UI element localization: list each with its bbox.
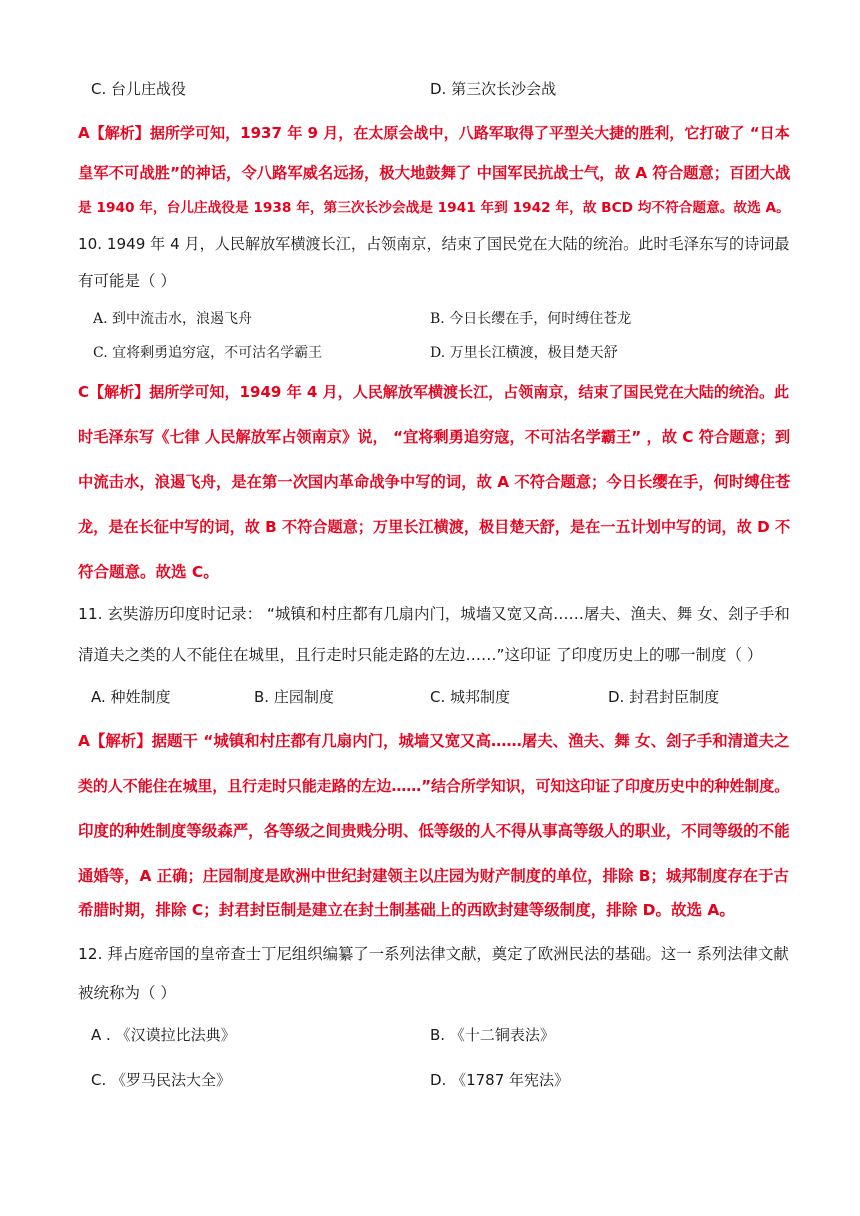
q9-option-c: C. 台儿庄战役 <box>91 80 187 98</box>
q11-stem-line-1: 11. 玄奘游历印度时记录： “城镇和村庄都有几扇内门，城墙又宽又高……屠夫、渔夫、舞 女、刽子手和 <box>78 605 790 623</box>
q11-option-b: B. 庄园制度 <box>254 688 334 706</box>
q11-explanation-line-5: 希腊时期，排除 C；封君封臣制是建立在封土制基础上的西欧封建等级制度，排除 D。故选 A。 <box>78 901 735 919</box>
q9-option-d: D. 第三次长沙会战 <box>430 80 557 98</box>
q11-option-a: A. 种姓制度 <box>91 688 171 706</box>
q10-explanation-line-5: 符合题意。故选 C。 <box>78 563 219 581</box>
q12-stem-line-2: 被统称为（ ） <box>78 984 176 1002</box>
q9-explanation-line-2: 皇军不可战胜”的神话，令八路军威名远扬，极大地鼓舞了 中国军民抗战士气，故 A 符合题意；百团大战 <box>78 164 791 182</box>
q9-explanation-line-3: 是 1940 年，台儿庄战役是 1938 年，第三次长沙会战是 1941 年到 1942 年，故 BCD 均不符合题意。故选 A。 <box>78 200 790 216</box>
q10-explanation-line-1: C【解析】据所学可知，1949 年 4 月，人民解放军横渡长江，占领南京，结束了国民党在大陆的统治。此 <box>78 383 790 401</box>
q10-explanation-line-3: 中流击水，浪遏飞舟，是在第一次国内革命战争中写的词，故 A 不符合题意；今日长缨在手，何时缚住苍 <box>78 473 791 491</box>
q11-explanation-line-4: 通婚等，A 正确；庄园制度是欧洲中世纪封建领主以庄园为财产制度的单位，排除 B；城邦制度存在于古 <box>78 867 789 885</box>
q10-explanation-line-4: 龙，是在长征中写的词，故 B 不符合题意；万里长江横渡，极目楚天舒，是在一五计划中写的词，故 D 不 <box>78 518 791 536</box>
q11-explanation-line-1: A【解析】据题干 “城镇和村庄都有几扇内门，城墙又宽又高……屠夫、渔夫、舞 女、刽子手和清道夫之 <box>78 732 790 750</box>
q10-option-c: C. 宜将剩勇追穷寇，不可沽名学霸王 <box>93 345 323 361</box>
q10-option-b: B. 今日长缨在手，何时缚住苍龙 <box>430 311 632 327</box>
q12-option-a: A . 《汉谟拉比法典》 <box>91 1026 236 1044</box>
q12-option-c: C. 《罗马民法大全》 <box>91 1071 232 1089</box>
q11-option-c: C. 城邦制度 <box>430 688 511 706</box>
q12-option-b: B. 《十二铜表法》 <box>430 1026 555 1044</box>
q11-option-d: D. 封君封臣制度 <box>608 688 720 706</box>
q10-stem-line-2: 有可能是（ ） <box>78 272 176 290</box>
q10-explanation-line-2: 时毛泽东写《七律 人民解放军占领南京》说， “宜将剩勇追穷寇，不可沽名学霸王” ，故 C 符合题意；到 <box>78 428 791 446</box>
q11-stem-line-2: 清道夫之类的人不能住在城里，且行走时只能走路的左边……”这印证 了印度历史上的哪一制度（ ） <box>78 646 763 664</box>
q10-stem-line-1: 10. 1949 年 4 月，人民解放军横渡长江，占领南京，结束了国民党在大陆的统治。此时毛泽东写的诗词最 <box>78 235 790 253</box>
q11-explanation-line-2: 类的人不能住在城里，且行走时只能走路的左边……”结合所学知识，可知这印证了印度历史中的种姓制度。 <box>78 777 790 795</box>
q12-stem-line-1: 12. 拜占庭帝国的皇帝查士丁尼组织编纂了一系列法律文献，奠定了欧洲民法的基础。这一 系列法律文献 <box>78 945 789 963</box>
q10-option-d: D. 万里长江横渡，极目楚天舒 <box>430 345 618 361</box>
q9-explanation-line-1: A【解析】据所学可知，1937 年 9 月，在太原会战中，八路军取得了平型关大捷的胜利，它打破了 “日本 <box>78 124 790 142</box>
q12-option-d: D. 《1787 年宪法》 <box>430 1071 570 1089</box>
q11-explanation-line-3: 印度的种姓制度等级森严，各等级之间贵贱分明、低等级的人不得从事高等级人的职业，不同等级的不能 <box>78 822 790 840</box>
q10-option-a: A. 到中流击水，浪遏飞舟 <box>93 311 253 327</box>
